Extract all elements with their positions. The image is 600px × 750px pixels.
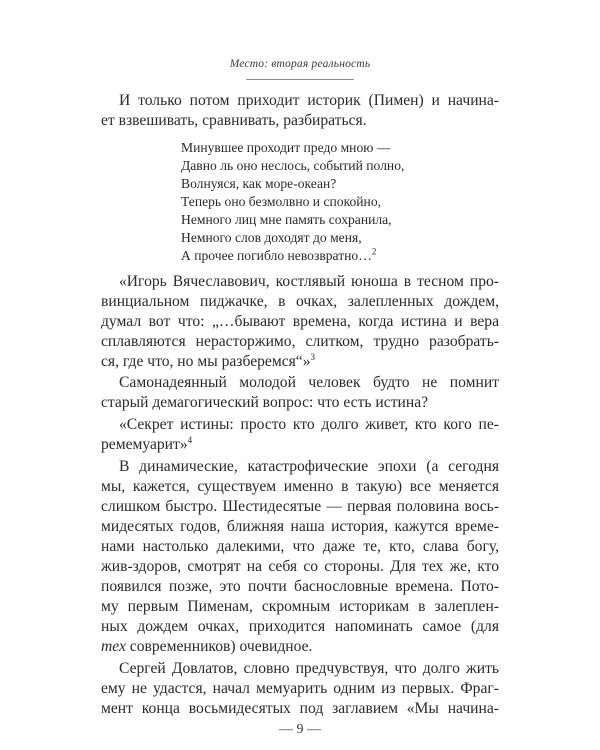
text-line: му первым Пименам, скромным историкам в залеплен- xyxy=(101,598,499,615)
text-line: нами настолько далекими, что даже те, кто, слава богу, xyxy=(101,538,499,555)
text-line: появился позже, это почти баснословные времена. Пото- xyxy=(101,578,499,595)
text-line xyxy=(101,435,499,455)
text-line xyxy=(101,352,499,372)
verse-line: Немного лиц мне память сохранила, xyxy=(181,212,392,227)
footnote-ref: 3 xyxy=(310,351,316,362)
text-line: Сергей Довлатов, словно предчувствуя, что долго жить xyxy=(119,660,499,677)
verse-line: Давно ль оно неслось, событий полно, xyxy=(181,158,405,173)
verse-line: Немного слов доходят до меня, xyxy=(181,230,362,245)
text-line: винциальном пиджачке, в очках, залепленных дождем, xyxy=(101,293,499,310)
text-line: думал вот что: „…бывают времена, когда истина и вера xyxy=(101,313,499,330)
text-line: «Игорь Вячеславович, костлявый юноша в тесном про- xyxy=(119,273,499,290)
text-line: ему не удастся, начал мемуарить одним из первых. Фраг- xyxy=(101,680,499,697)
quote-end-text: ремемуарит» xyxy=(101,436,188,453)
italic-word: тех xyxy=(101,638,126,655)
text-line: «Секрет истины: просто кто долго живет, кто кого пе- xyxy=(119,416,499,433)
text-line: мы, кажется, существуем именно в такую) все меняется xyxy=(101,478,499,495)
text-line: жив-здоров, смотрят на себя со стороны. Для тех же, кто xyxy=(101,558,499,575)
verse-last-text: А прочее погибло невозвратно… xyxy=(181,248,372,263)
verse-line: Волнуяся, как море-океан? xyxy=(181,176,337,191)
running-header: Место: вторая реальность xyxy=(229,58,371,70)
text-line: И только потом приходит историк (Пимен) и начина- xyxy=(119,92,499,109)
text-line: ных дождем очках, приходится напоминать самое (для xyxy=(101,618,499,635)
page-number: — 9 — xyxy=(279,722,321,737)
text-line: В динамические, катастрофические эпохи (а сегодня xyxy=(119,458,499,475)
verse-line xyxy=(181,247,376,265)
verse-line: Минувшее проходит предо мною — xyxy=(181,140,391,155)
text-fragment: современников) очевидное. xyxy=(125,638,313,655)
text-line: ет взвешивать, сравнивать, разбираться. xyxy=(101,112,367,129)
header-rule xyxy=(246,79,354,80)
text-line: слишком быстро. Шестидесятые — первая половина вось- xyxy=(101,498,499,515)
text-line: старый демагогический вопрос: что есть истина? xyxy=(101,394,429,411)
quote-end-text: ся, где что, но мы разберемся“» xyxy=(101,353,311,370)
footnote-ref: 2 xyxy=(371,246,377,257)
text-line: мидесятых годов, ближняя наша история, кажутся време- xyxy=(101,518,499,535)
text-line: Самонадеянный молодой человек будто не помнит xyxy=(119,374,499,391)
footnote-ref: 4 xyxy=(187,434,193,445)
text-line xyxy=(101,637,499,657)
text-line: мент конца восьмидесятых под заглавием «Мы начина- xyxy=(101,700,499,717)
verse-line: Теперь оно безмолвно и спокойно, xyxy=(181,194,382,209)
text-line: сплавляются нерасторжимо, слитком, трудно разобрать- xyxy=(101,333,499,350)
